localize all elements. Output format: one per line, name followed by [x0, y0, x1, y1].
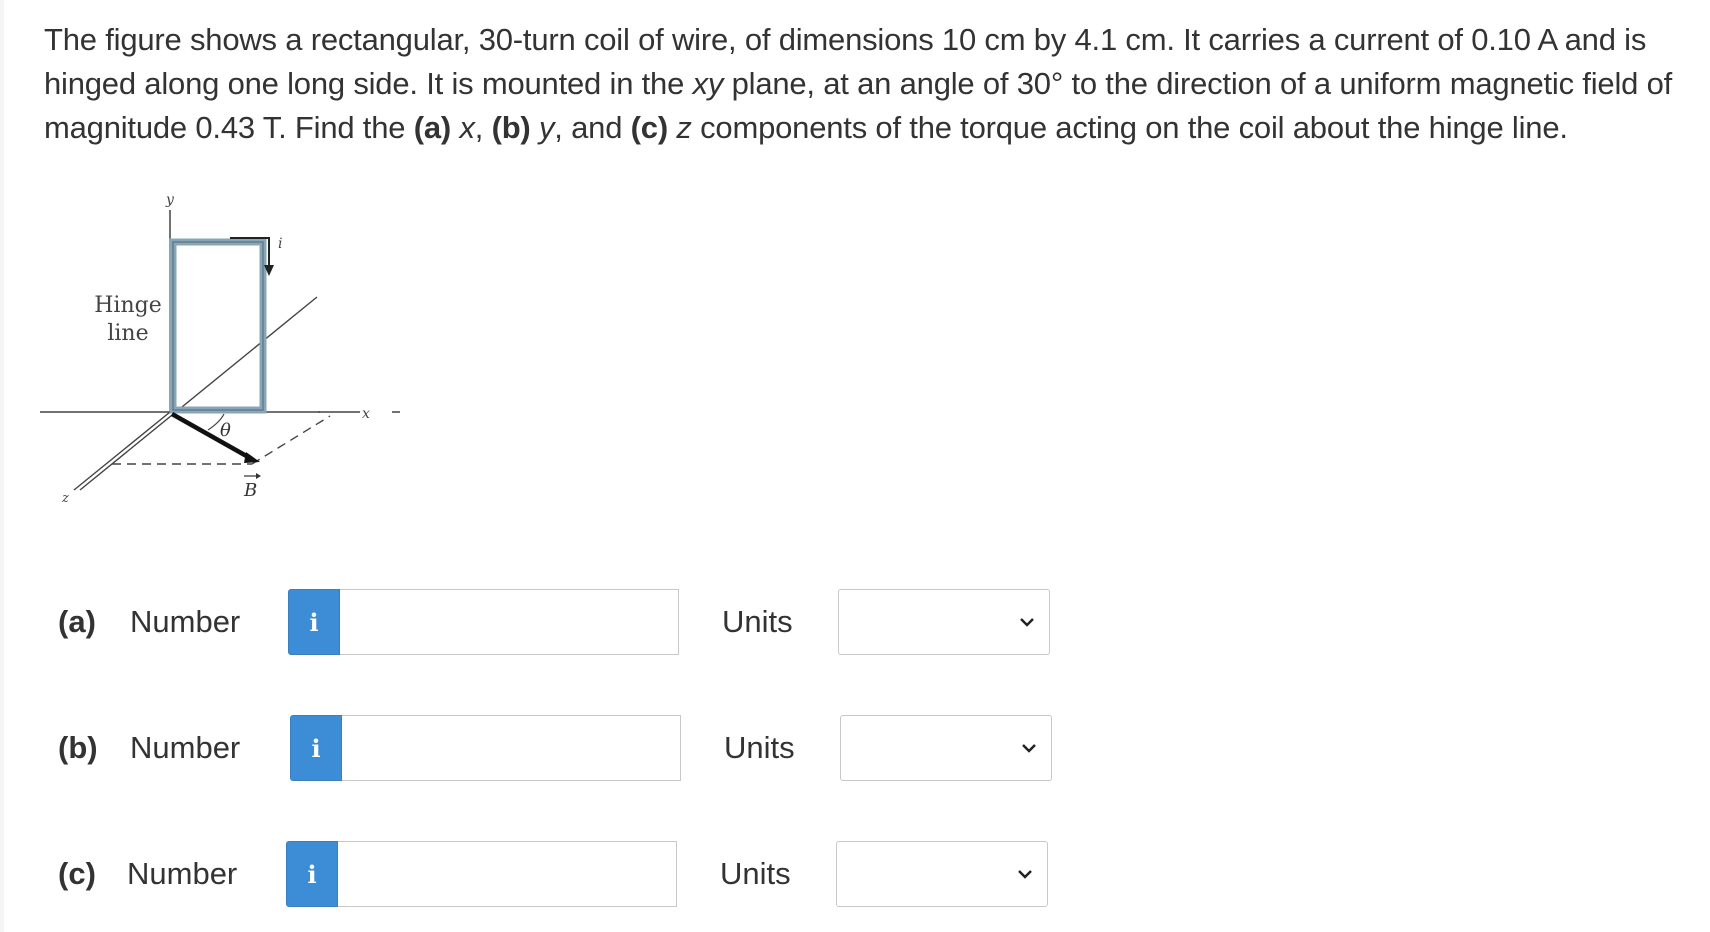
field-arrowhead — [244, 452, 260, 463]
units-label: Units — [722, 604, 793, 639]
coil-figure — [40, 190, 400, 560]
coil-outline — [173, 242, 263, 410]
question-label-c: (c) — [630, 110, 668, 145]
part-label: (b) — [58, 730, 98, 765]
chevron-down-icon — [1019, 738, 1039, 758]
question-label-a: (a) — [413, 110, 452, 145]
y-axis-label: y — [166, 192, 174, 208]
units-label: Units — [720, 856, 791, 891]
hinge-label: Hinge — [94, 293, 162, 318]
part-label: (c) — [58, 856, 96, 891]
question-label-b: (b) — [491, 110, 531, 145]
question-part: components of the torque acting on the coil about the hinge line. — [691, 110, 1568, 145]
current-label: i — [278, 236, 283, 252]
units-select[interactable] — [838, 589, 1050, 655]
hinge-label-2: line — [107, 321, 149, 346]
z-axis-label: z — [62, 491, 69, 506]
z-axis-line — [74, 412, 170, 490]
question-text — [44, 18, 1704, 150]
info-button[interactable]: i — [290, 715, 342, 781]
question-var-xy: xy — [692, 66, 724, 101]
coil-rectangle — [173, 242, 263, 410]
number-input[interactable] — [338, 841, 677, 907]
left-border — [0, 0, 4, 932]
info-button[interactable]: i — [286, 841, 338, 907]
number-label: Number — [130, 604, 241, 639]
number-input[interactable] — [340, 589, 679, 655]
units-select[interactable] — [836, 841, 1048, 907]
question-var-x: x — [459, 110, 475, 145]
theta-label: θ — [220, 420, 231, 441]
question-part: , — [474, 110, 492, 145]
field-vector — [172, 414, 250, 458]
units-select[interactable] — [840, 715, 1052, 781]
answer-row-b — [58, 715, 1058, 781]
question-part: , and — [554, 110, 631, 145]
part-label: (a) — [58, 604, 96, 639]
answer-row-c — [58, 841, 1058, 907]
units-label: Units — [724, 730, 795, 765]
answer-row-a — [58, 589, 1058, 655]
chevron-down-icon — [1015, 864, 1035, 884]
field-label: B — [244, 480, 258, 501]
question-var-z: z — [676, 110, 692, 145]
question-part: plane, at an angle of 30° to the direction of a uniform magnetic field of magnitude 0.43 T. Find the — [44, 66, 1673, 145]
number-label: Number — [130, 730, 241, 765]
question-var-y: y — [538, 110, 555, 145]
info-button[interactable]: i — [288, 589, 340, 655]
question-part: The figure shows a rectangular, 30-turn coil of wire, of dimensions 10 cm by 4.1 cm. It carries a current of 0.10 A and is hinged along one long side. It is mounted in the — [44, 22, 1647, 101]
dashed-line-diagonal — [252, 416, 330, 464]
x-axis-label: x — [362, 406, 370, 422]
number-input[interactable] — [342, 715, 681, 781]
number-label: Number — [127, 856, 238, 891]
chevron-down-icon — [1017, 612, 1037, 632]
